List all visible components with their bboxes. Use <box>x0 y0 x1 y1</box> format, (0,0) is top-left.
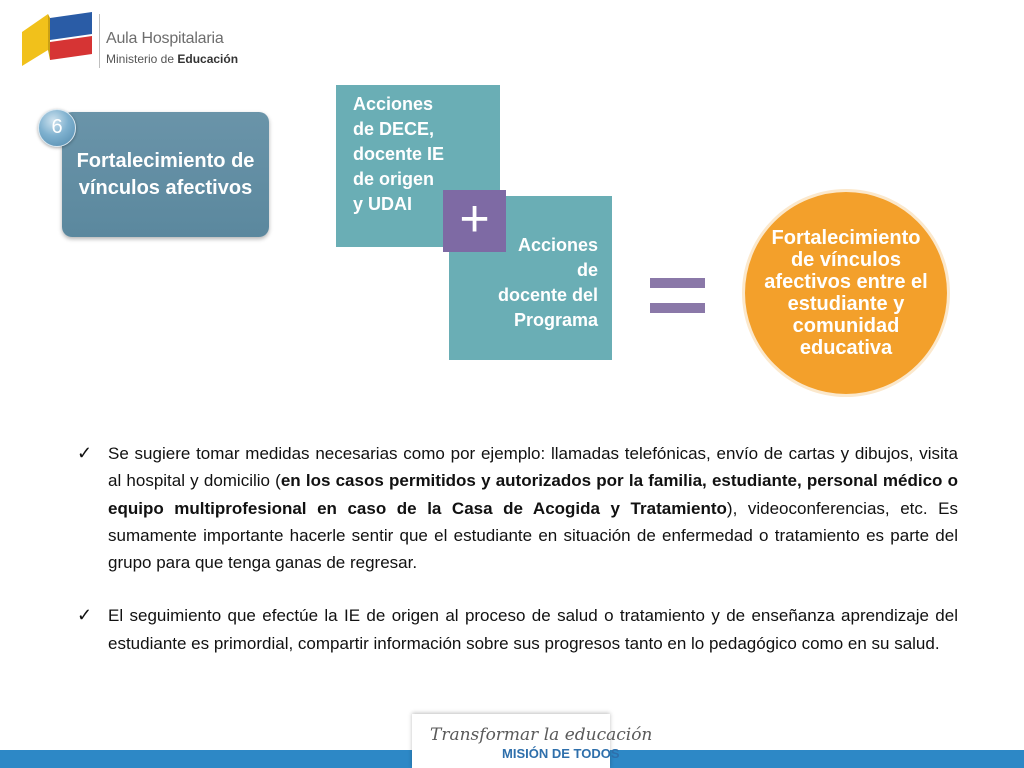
program-teacher-actions-text: Acciones de docente del Programa <box>497 235 598 330</box>
dece-actions-text: Acciones de DECE, docente IE de origen y UDAI <box>353 94 445 214</box>
footer-script-text: Transformar la educación <box>430 725 653 745</box>
logo-subtitle: Ministerio de Educación <box>106 52 239 66</box>
bullet-list <box>77 440 958 657</box>
plus-icon: + <box>443 190 506 252</box>
equals-icon <box>650 278 705 314</box>
section-number-badge: 6 <box>38 109 76 147</box>
footer-slogan <box>412 714 653 768</box>
logo-title: Aula Hospitalaria <box>106 30 224 47</box>
ecuador-flag-logo-icon <box>20 10 96 70</box>
section-title: Fortalecimiento de vínculos afectivos <box>76 149 255 199</box>
bullet-item: ✓ Se sugiere tomar medidas necesarias como por ejemplo: llamadas telefónicas, envío de cartas y dibujos, visita al hospital y domicilio (en los casos permitidos y autorizados por la familia, estudiante, personal médico o equipo multiprofesional en caso de la Casa de Acogida y Tratamiento), videoconferencias, etc. Es sumamente importante hacerle sentir que el estudiante en situación de enfermedad o tratamiento es parte del grupo para que tenga ganas de regresar. <box>77 440 958 576</box>
result-text: Fortalecimiento de vínculos afectivos entre el estudiante y comunidad educativa <box>764 227 928 359</box>
result-circle <box>742 189 950 397</box>
check-icon: ✓ <box>77 605 93 626</box>
bullet-item: ✓ El seguimiento que efectúe la IE de origen al proceso de salud o tratamiento y de enseñanza aprendizaje del estudiante es primordial, compartir información sobre sus progresos tanto en lo pedagógico como en su salud. <box>77 602 958 657</box>
section-title-card <box>62 112 269 237</box>
aula-hospitalaria-logo <box>20 10 250 70</box>
check-icon: ✓ <box>77 443 93 463</box>
footer-strong-text: MISIÓN DE TODOS <box>502 746 620 761</box>
logo-divider <box>99 14 100 68</box>
